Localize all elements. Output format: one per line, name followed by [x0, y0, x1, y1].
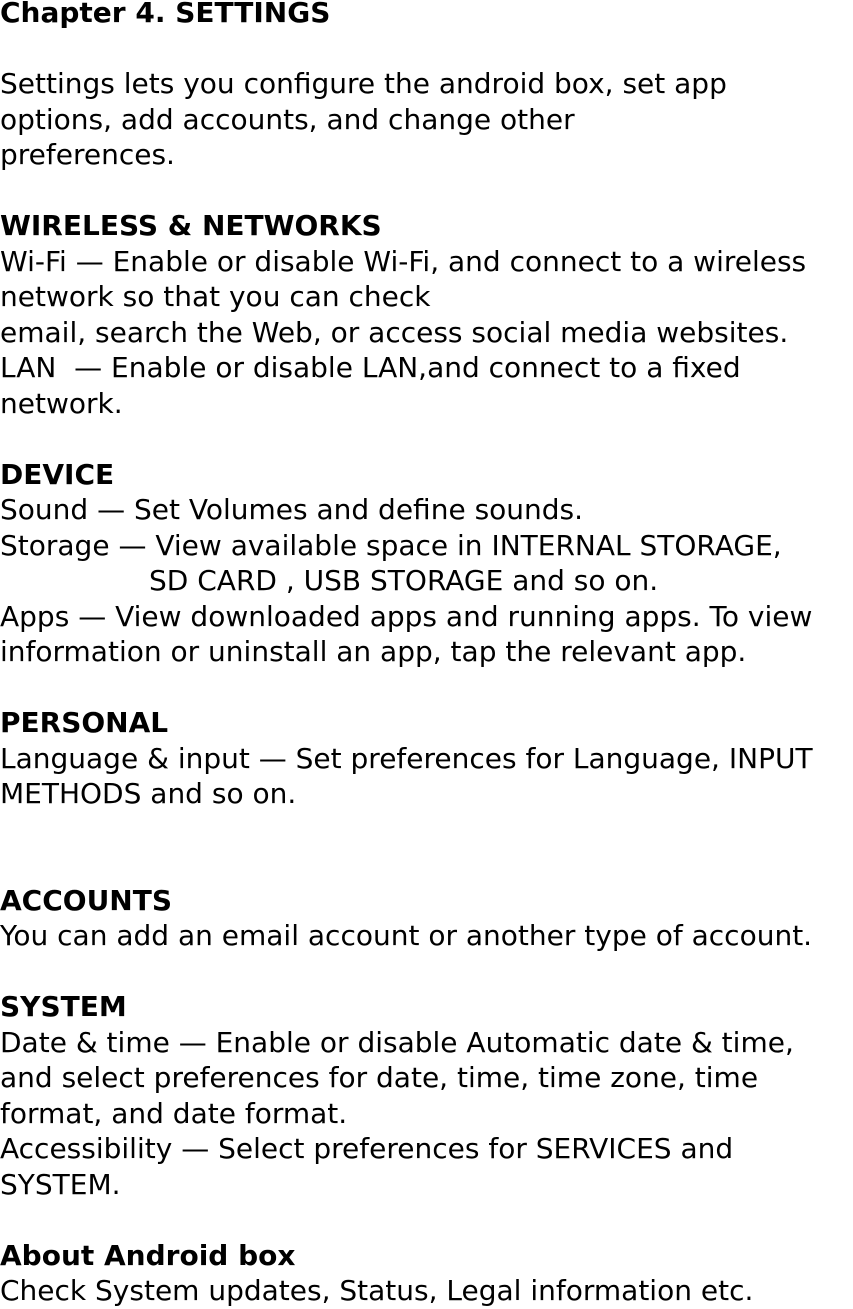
spacer — [0, 1202, 853, 1238]
spacer — [0, 670, 853, 706]
spacer — [0, 421, 853, 457]
section-heading-wireless: WIRELESS & NETWORKS — [0, 209, 382, 242]
section-about — [0, 1238, 853, 1309]
intro-line: Settings lets you configure the android box, set app — [0, 67, 727, 100]
storage-description: Storage — View available space in INTERNAL STORAGE, — [0, 528, 782, 562]
spacer — [0, 954, 853, 990]
apps-description: Apps — View downloaded apps and running apps. To view — [0, 599, 813, 633]
wifi-description: email, search the Web, or access social media websites. — [0, 315, 789, 349]
intro-line: options, add accounts, and change other — [0, 102, 575, 136]
accessibility-description: SYSTEM. — [0, 1167, 121, 1201]
accessibility-description: Accessibility — Select preferences for SERVICES and — [0, 1132, 734, 1165]
wifi-description: Wi-Fi — Enable or disable Wi-Fi, and connect to a wireless — [0, 244, 807, 278]
spacer — [0, 812, 853, 883]
date-time-description: format, and date format. — [0, 1096, 348, 1130]
section-wireless — [0, 208, 853, 421]
about-description: Check System updates, Status, Legal information etc. — [0, 1274, 754, 1307]
section-heading-device: DEVICE — [0, 457, 115, 491]
language-description: METHODS and so on. — [0, 777, 297, 810]
sound-description: Sound — Set Volumes and define sounds. — [0, 493, 584, 526]
date-time-description: Date & time — Enable or disable Automatic date & time, — [0, 1025, 794, 1059]
storage-description: SD CARD , USB STORAGE and so on. — [149, 564, 659, 597]
section-heading-system: SYSTEM — [0, 990, 127, 1023]
spacer — [0, 173, 853, 209]
apps-description: information or uninstall an app, tap the relevant app. — [0, 635, 747, 668]
section-system — [0, 989, 853, 1202]
accounts-description: You can add an email account or another type of account. — [0, 919, 813, 952]
lan-description: LAN — Enable or disable LAN,and connect to a fixed — [0, 351, 741, 384]
intro-line: preferences. — [0, 138, 175, 171]
date-time-description: and select preferences for date, time, time zone, time — [0, 1061, 759, 1094]
section-heading-personal: PERSONAL — [0, 706, 169, 739]
intro-paragraph — [0, 66, 853, 173]
spacer — [0, 31, 853, 67]
chapter-title: Chapter 4. SETTINGS — [0, 0, 331, 29]
lan-description: network. — [0, 386, 123, 420]
section-heading-about: About Android box — [0, 1238, 296, 1272]
language-description: Language & input — Set preferences for Language, INPUT — [0, 741, 813, 775]
section-heading-accounts: ACCOUNTS — [0, 883, 173, 917]
section-device — [0, 457, 853, 670]
wifi-description: network so that you can check — [0, 280, 431, 313]
section-accounts — [0, 883, 853, 954]
section-personal — [0, 705, 853, 812]
